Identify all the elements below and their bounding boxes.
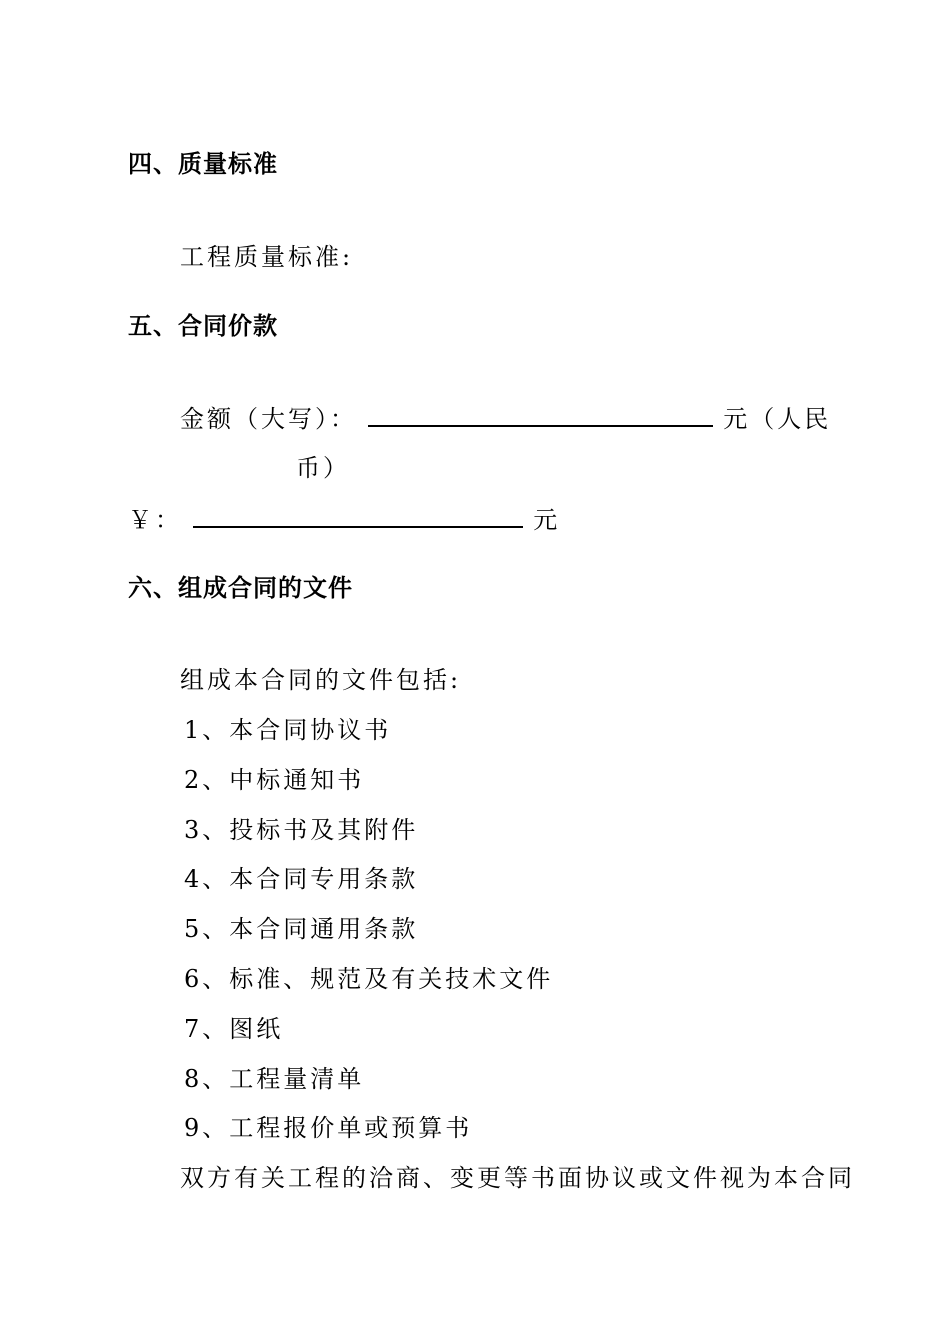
- section-4-heading: 四、质量标准: [128, 150, 278, 178]
- list-item: 6、标准、规范及有关技术文件: [184, 965, 554, 993]
- section-6-heading: 六、组成合同的文件: [128, 574, 353, 602]
- list-item: 1、本合同协议书: [184, 716, 392, 744]
- list-item: 9、工程报价单或预算书: [184, 1114, 473, 1142]
- amount-numeric-blank[interactable]: [193, 504, 523, 528]
- list-item: 7、图纸: [184, 1015, 284, 1043]
- amount-uppercase-label: 金额（大写）：: [180, 405, 357, 433]
- list-item: 8、工程量清单: [184, 1065, 365, 1093]
- list-item: 3、投标书及其附件: [184, 816, 419, 844]
- yen-suffix: 元: [533, 506, 561, 534]
- closing-paragraph: 双方有关工程的洽商、变更等书面协议或文件视为本合同: [180, 1164, 855, 1192]
- amount-currency-suffix: 币）: [296, 454, 350, 482]
- amount-uppercase-row: [180, 403, 831, 434]
- amount-numeric-row: [128, 504, 560, 535]
- amount-uppercase-blank[interactable]: [368, 403, 713, 427]
- quality-standard-label: 工程质量标准:: [180, 243, 354, 271]
- yen-label: ￥：: [128, 506, 182, 534]
- list-item: 2、中标通知书: [184, 766, 365, 794]
- list-item: 5、本合同通用条款: [184, 915, 419, 943]
- amount-uppercase-suffix: 元（人民: [723, 405, 832, 433]
- documents-intro: 组成本合同的文件包括:: [180, 666, 462, 694]
- section-5-heading: 五、合同价款: [128, 312, 278, 340]
- list-item: 4、本合同专用条款: [184, 865, 419, 893]
